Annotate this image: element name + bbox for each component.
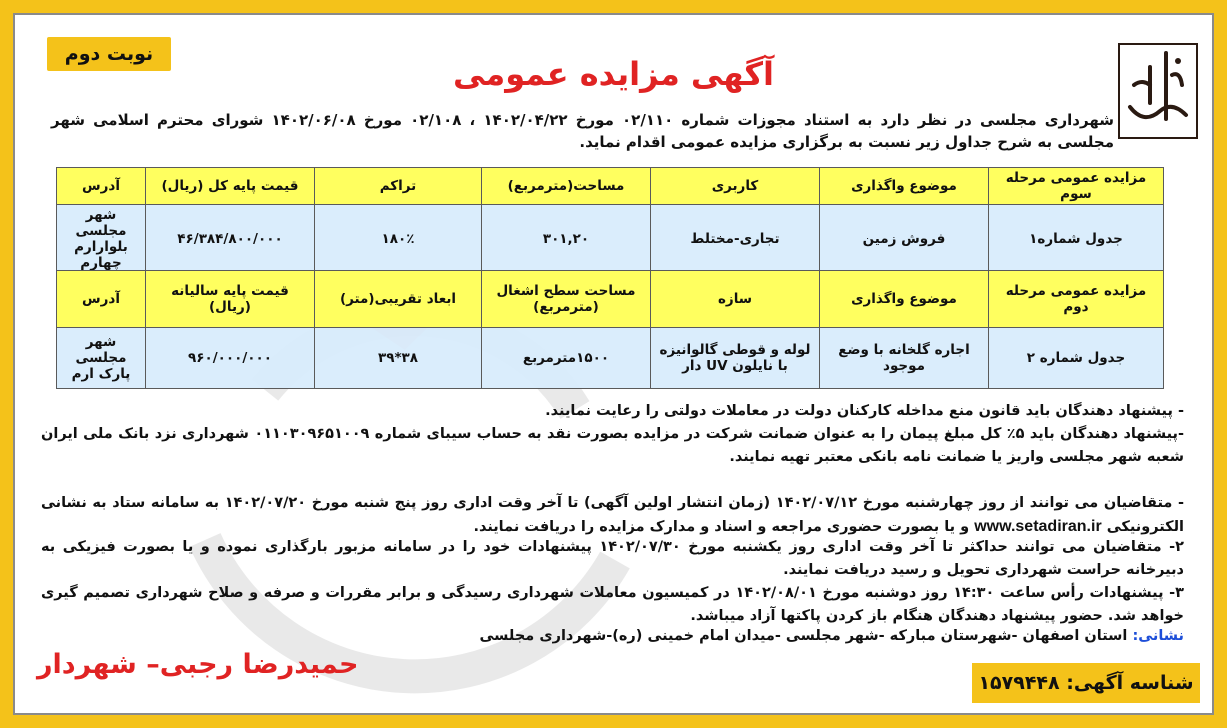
- table-header-cell: مزایده عمومی مرحله دوم: [989, 271, 1164, 328]
- table-header-row: [57, 168, 1164, 205]
- table-cell: ۳۸*۳۹: [315, 328, 482, 389]
- municipality-logo-icon: [1120, 45, 1196, 137]
- table-header-cell: مساحت سطح اشغال (مترمربع): [482, 271, 651, 328]
- setad-website-link[interactable]: www.setadiran.ir: [974, 518, 1102, 535]
- condition-item: ۲- متقاضیان می توانند حداکثر تا آخر وقت اداری روز یکشنبه مورخ ۱۴۰۲/۰۷/۳۰ پیشنهادات خود را در سامانه مزبور بارگذاری نموده و یا بصورت فیزیکی به دبیرخانه حراست شهرداری تحویل و رسید دریافت نمایند.: [41, 539, 1185, 578]
- table-cell: جدول شماره۱: [989, 205, 1164, 274]
- table-header-cell: موضوع واگذاری: [820, 271, 989, 328]
- table-header-row: [57, 271, 1164, 328]
- table-header-cell: تراکم: [315, 168, 482, 205]
- condition-item: ۳- پیشنهادات رأس ساعت ۱۴:۳۰ روز دوشنبه مورخ ۱۴۰۲/۰۸/۰۱ در کمیسیون معاملات شهرداری رسیدگی و برابر مقررات و صرفه و صلاح شهرداری تصمیم گیری خواهد شد. حضور پیشنهاد دهندگان هنگام باز کردن پاکتها آزاد میباشد.: [41, 585, 1184, 624]
- table-cell: ۹۶۰/۰۰۰/۰۰۰: [146, 328, 315, 389]
- table-header-cell: ابعاد تقریبی(متر): [315, 271, 482, 328]
- table-row: [57, 328, 1164, 389]
- condition-item: [41, 492, 1184, 539]
- table-cell: ۴۶/۳۸۴/۸۰۰/۰۰۰: [146, 205, 315, 274]
- table-header-cell: سازه: [651, 271, 820, 328]
- table-cell: شهر مجلسی پارک ارم: [57, 328, 146, 389]
- table-cell: ۱۵۰۰مترمربع: [482, 328, 651, 389]
- address-text: استان اصفهان -شهرستان مبارکه -شهر مجلسی -میدان امام خمینی (ره)-شهرداری مجلسی: [479, 628, 1128, 644]
- table-header-cell: موضوع واگذاری: [820, 168, 989, 205]
- publication-round-badge: نوبت دوم: [47, 37, 171, 71]
- page-title: آگهی مزایده عمومی: [453, 55, 774, 93]
- table-header-cell: آدرس: [57, 271, 146, 328]
- condition-text: و یا بصورت حضوری مراجعه و اسناد و مدارک مزایده را دریافت نمایند.: [473, 519, 970, 535]
- condition-item: - پیشنهاد دهندگان باید قانون منع مداخله کارکنان دولت در معاملات دولتی را رعایت نمایند.: [545, 403, 1184, 419]
- table-cell: اجاره گلخانه با وضع موجود: [820, 328, 989, 389]
- mayor-signature: حمیدرضا رجبی– شهردار: [37, 649, 359, 680]
- municipality-logo: [1118, 43, 1198, 139]
- intro-text: شهرداری مجلسی در نظر دارد به استناد مجوزات شماره ۰۲/۱۱۰ مورخ ۱۴۰۲/۰۴/۲۲ ، ۰۲/۱۰۸ مورخ ۱۴۰۲/۰۶/۰۸ شورای محترم اسلامی شهر مجلسی به شرح جداول زیر نسبت به برگزاری مزایده عمومی اقدام نماید.: [51, 111, 1114, 151]
- auction-table-2: [56, 270, 1164, 389]
- table-header-cell: آدرس: [57, 168, 146, 205]
- table-cell: ۳۰۱,۲۰: [482, 205, 651, 274]
- advertisement-page: [13, 13, 1214, 715]
- table-header-cell: مزایده عمومی مرحله سوم: [989, 168, 1164, 205]
- table-cell: تجاری-مختلط: [651, 205, 820, 274]
- table-row: [57, 205, 1164, 274]
- address-line: [41, 625, 1184, 648]
- table-header-cell: قیمت پایه کل (ریال): [146, 168, 315, 205]
- table-cell: جدول شماره ۲: [989, 328, 1164, 389]
- condition-text: - متقاضیان می توانند از روز چهارشنبه مورخ ۱۴۰۲/۰۷/۱۲ (زمان انتشار اولین آگهی) تا آخر وقت اداری روز پنج شنبه مورخ ۱۴۰۲/۰۷/۲۰ به سامانه ستاد به نشانی الکترونیکی: [41, 495, 1184, 535]
- table-header-cell: مساحت(مترمربع): [482, 168, 651, 205]
- table-cell: ۱۸۰٪: [315, 205, 482, 274]
- table-header-cell: کاربری: [651, 168, 820, 205]
- condition-item: -پیشنهاد دهندگان باید ۵٪ کل مبلغ پیمان را به عنوان ضمانت شرکت در مزایده بصورت نقد به حساب سیبای شماره ۰۱۱۰۳۰۹۶۵۱۰۰۹ شهرداری نزد بانک ملی ایران شعبه شهر مجلسی واریز یا ضمانت نامه بانکی معتبر تهیه نمایند.: [41, 426, 1184, 465]
- table-cell: شهر مجلسی بلوارارم چهارم: [57, 205, 146, 274]
- table-cell: فروش زمین: [820, 205, 989, 274]
- ad-id-badge: شناسه آگهی: ۱۵۷۹۴۴۸: [972, 663, 1200, 703]
- table-header-cell: قیمت پایه سالیانه (ریال): [146, 271, 315, 328]
- auction-table-1: [56, 167, 1164, 274]
- table-cell: لوله و قوطی گالوانیزه با نایلون UV دار: [651, 328, 820, 389]
- address-label: نشانی:: [1132, 628, 1184, 644]
